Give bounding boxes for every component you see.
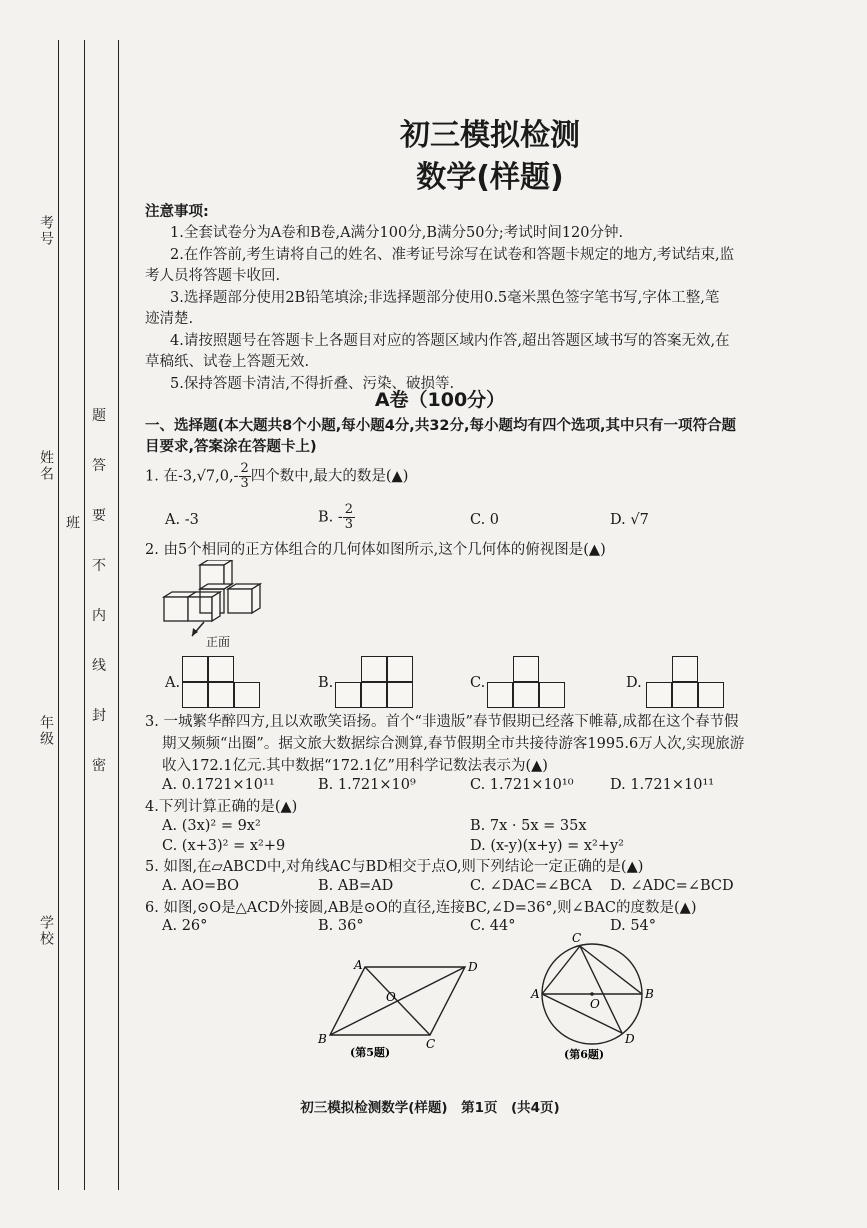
notice-item: 草稿纸、试卷上答题无效.: [145, 354, 310, 370]
notice-item: 考人员将答题卡收回.: [145, 268, 281, 284]
q6-option-b[interactable]: B. 36°: [318, 918, 364, 934]
notice-item: 3.选择题部分使用2B铅笔填涂;非选择题部分使用0.5毫米黑色签字笔书写,字体工整,笔: [170, 290, 720, 306]
class-label: 班: [64, 515, 80, 531]
notice-item: 5.保持答题卡清洁,不得折叠、污染、破损等.: [170, 376, 455, 392]
q1-option-b[interactable]: [318, 503, 355, 532]
seal-char: 题: [92, 408, 106, 424]
q6-option-a[interactable]: A. 26°: [162, 918, 208, 934]
q2-option-a-label[interactable]: A.: [165, 675, 181, 691]
question-5-stem: 5. 如图,在▱ABCD中,对角线AC与BD相交于点O,则下列结论一定正确的是(▲): [145, 859, 644, 875]
q2-option-c-label[interactable]: C.: [470, 675, 486, 691]
figure-6-circle: [530, 928, 660, 1063]
q3-option-a[interactable]: A. 0.1721×10¹¹: [162, 777, 275, 793]
q1-option-b-fraction: [343, 503, 355, 532]
q4-option-d[interactable]: D. (x-y)(x+y) = x²+y²: [470, 838, 624, 854]
q1-option-b-num: 2: [344, 502, 354, 517]
exam-title: 初三模拟检测: [400, 118, 580, 153]
margin-line-middle: [84, 40, 85, 1190]
fig5-label-b: B: [318, 1032, 327, 1046]
question-2-stem: 2. 由5个相同的正方体组合的几何体如图所示,这个几何体的俯视图是(▲): [145, 542, 606, 558]
q2-option-d-label[interactable]: D.: [626, 675, 642, 691]
fig6-label-a: A: [531, 987, 540, 1001]
exam-subtitle: 数学(样题): [416, 160, 564, 195]
fig5-label-c: C: [426, 1037, 436, 1051]
seal-char: 答: [92, 458, 106, 474]
fig6-label-c: C: [572, 931, 582, 945]
q1-suffix: 四个数中,最大的数是(▲): [250, 468, 409, 485]
q4-option-c[interactable]: C. (x+3)² = x²+9: [162, 838, 286, 854]
q1-prefix: 1. 在-3,√7,0,-: [145, 468, 239, 485]
notice-item: 1.全套试卷分为A卷和B卷,A满分100分,B满分50分;考试时间120分钟.: [170, 225, 624, 241]
q3-option-d[interactable]: D. 1.721×10¹¹: [610, 777, 715, 793]
seal-char: 内: [92, 608, 106, 624]
q6-option-c[interactable]: C. 44°: [470, 918, 516, 934]
q4-option-b[interactable]: B. 7x · 5x = 35x: [470, 818, 587, 834]
question-4-stem: 4.下列计算正确的是(▲): [145, 799, 298, 815]
page-footer: 初三模拟检测数学(样题) 第1页 (共4页): [300, 1100, 560, 1116]
grade-label: 年级: [38, 715, 54, 747]
fig6-label-b: B: [645, 987, 654, 1001]
fig5-label-d: D: [468, 960, 478, 974]
school-label: 学校: [38, 915, 54, 947]
exam-number-label: 考号: [38, 215, 54, 247]
part1-instructions-cont: 目要求,答案涂在答题卡上): [145, 439, 317, 455]
notice-heading: 注意事项:: [145, 204, 209, 220]
question-3-line2: 期又频频“出圈”。据文旅大数据综合测算,春节假期全市共接待游客1995.6万人次,实现旅游: [162, 736, 745, 752]
q2-front-label: 正面: [206, 635, 231, 649]
q1-option-a[interactable]: A. -3: [165, 512, 199, 528]
question-1-stem: [145, 462, 408, 491]
q5-option-c[interactable]: C. ∠DAC=∠BCA: [470, 878, 592, 894]
q5-option-a[interactable]: A. AO=BO: [162, 878, 240, 894]
q5-option-d[interactable]: D. ∠ADC=∠BCD: [610, 878, 734, 894]
q5-option-b[interactable]: B. AB=AD: [318, 878, 394, 894]
notice-item: 4.请按照题号在答题卡上各题目对应的答题区域内作答,超出答题区域书写的答案无效,在: [170, 333, 730, 349]
q1-fraction: [239, 462, 251, 491]
seal-char: 密: [92, 758, 106, 774]
seal-char: 要: [92, 508, 106, 524]
q3-option-c[interactable]: C. 1.721×10¹⁰: [470, 777, 574, 793]
margin-line-left: [58, 40, 59, 1190]
q1-fraction-num: 2: [240, 461, 249, 476]
notice-item: 迹清楚.: [145, 311, 194, 327]
fig6-label-o: O: [590, 997, 600, 1011]
question-6-stem: 6. 如图,⊙O是△ACD外接圆,AB是⊙O的直径,连接BC,∠D=36°,则∠BAC的度数是(▲): [145, 900, 697, 916]
question-3-line3: 收入172.1亿元.其中数据“172.1亿”用科学记数法表示为(▲): [162, 758, 548, 774]
fig6-caption: (第6题): [564, 1048, 605, 1061]
q1-option-d[interactable]: D. √7: [610, 512, 649, 528]
q1-option-c[interactable]: C. 0: [470, 512, 500, 528]
part1-instructions: 一、选择题(本大题共8个小题,每小题4分,共32分,每小题均有四个选项,其中只有一项符合题: [145, 418, 737, 434]
fig5-label-o: O: [386, 990, 396, 1004]
binding-margin: [0, 0, 125, 1228]
q1-option-b-den: 3: [344, 517, 354, 532]
section-a-heading: A卷（100分）: [374, 389, 506, 411]
margin-line-right: [118, 40, 119, 1190]
question-3-line1: 3. 一城繁华醉四方,且以欢歌笑语扬。首个“非遗版”春节假期已经落下帷幕,成都在这个春节假: [145, 714, 739, 730]
fig5-caption: (第5题): [350, 1046, 391, 1059]
q3-option-b[interactable]: B. 1.721×10⁹: [318, 777, 416, 793]
fig6-label-d: D: [625, 1032, 635, 1046]
seal-char: 封: [92, 708, 106, 724]
q1-option-b-label: B. -: [318, 509, 343, 526]
q2-option-b-label[interactable]: B.: [318, 675, 334, 691]
q4-option-a[interactable]: A. (3x)² = 9x²: [162, 818, 261, 834]
exam-page: [140, 0, 840, 1228]
figure-5-parallelogram: [310, 955, 490, 1060]
name-label: 姓名: [38, 450, 54, 482]
fig5-label-a: A: [354, 958, 363, 972]
q1-fraction-den: 3: [240, 476, 249, 491]
seal-char: 不: [92, 558, 106, 574]
q6-option-d[interactable]: D. 54°: [610, 918, 657, 934]
notice-item: 2.在作答前,考生请将自己的姓名、准考证号涂写在试卷和答题卡规定的地方,考试结束,监: [170, 247, 735, 263]
seal-char: 线: [92, 658, 106, 674]
